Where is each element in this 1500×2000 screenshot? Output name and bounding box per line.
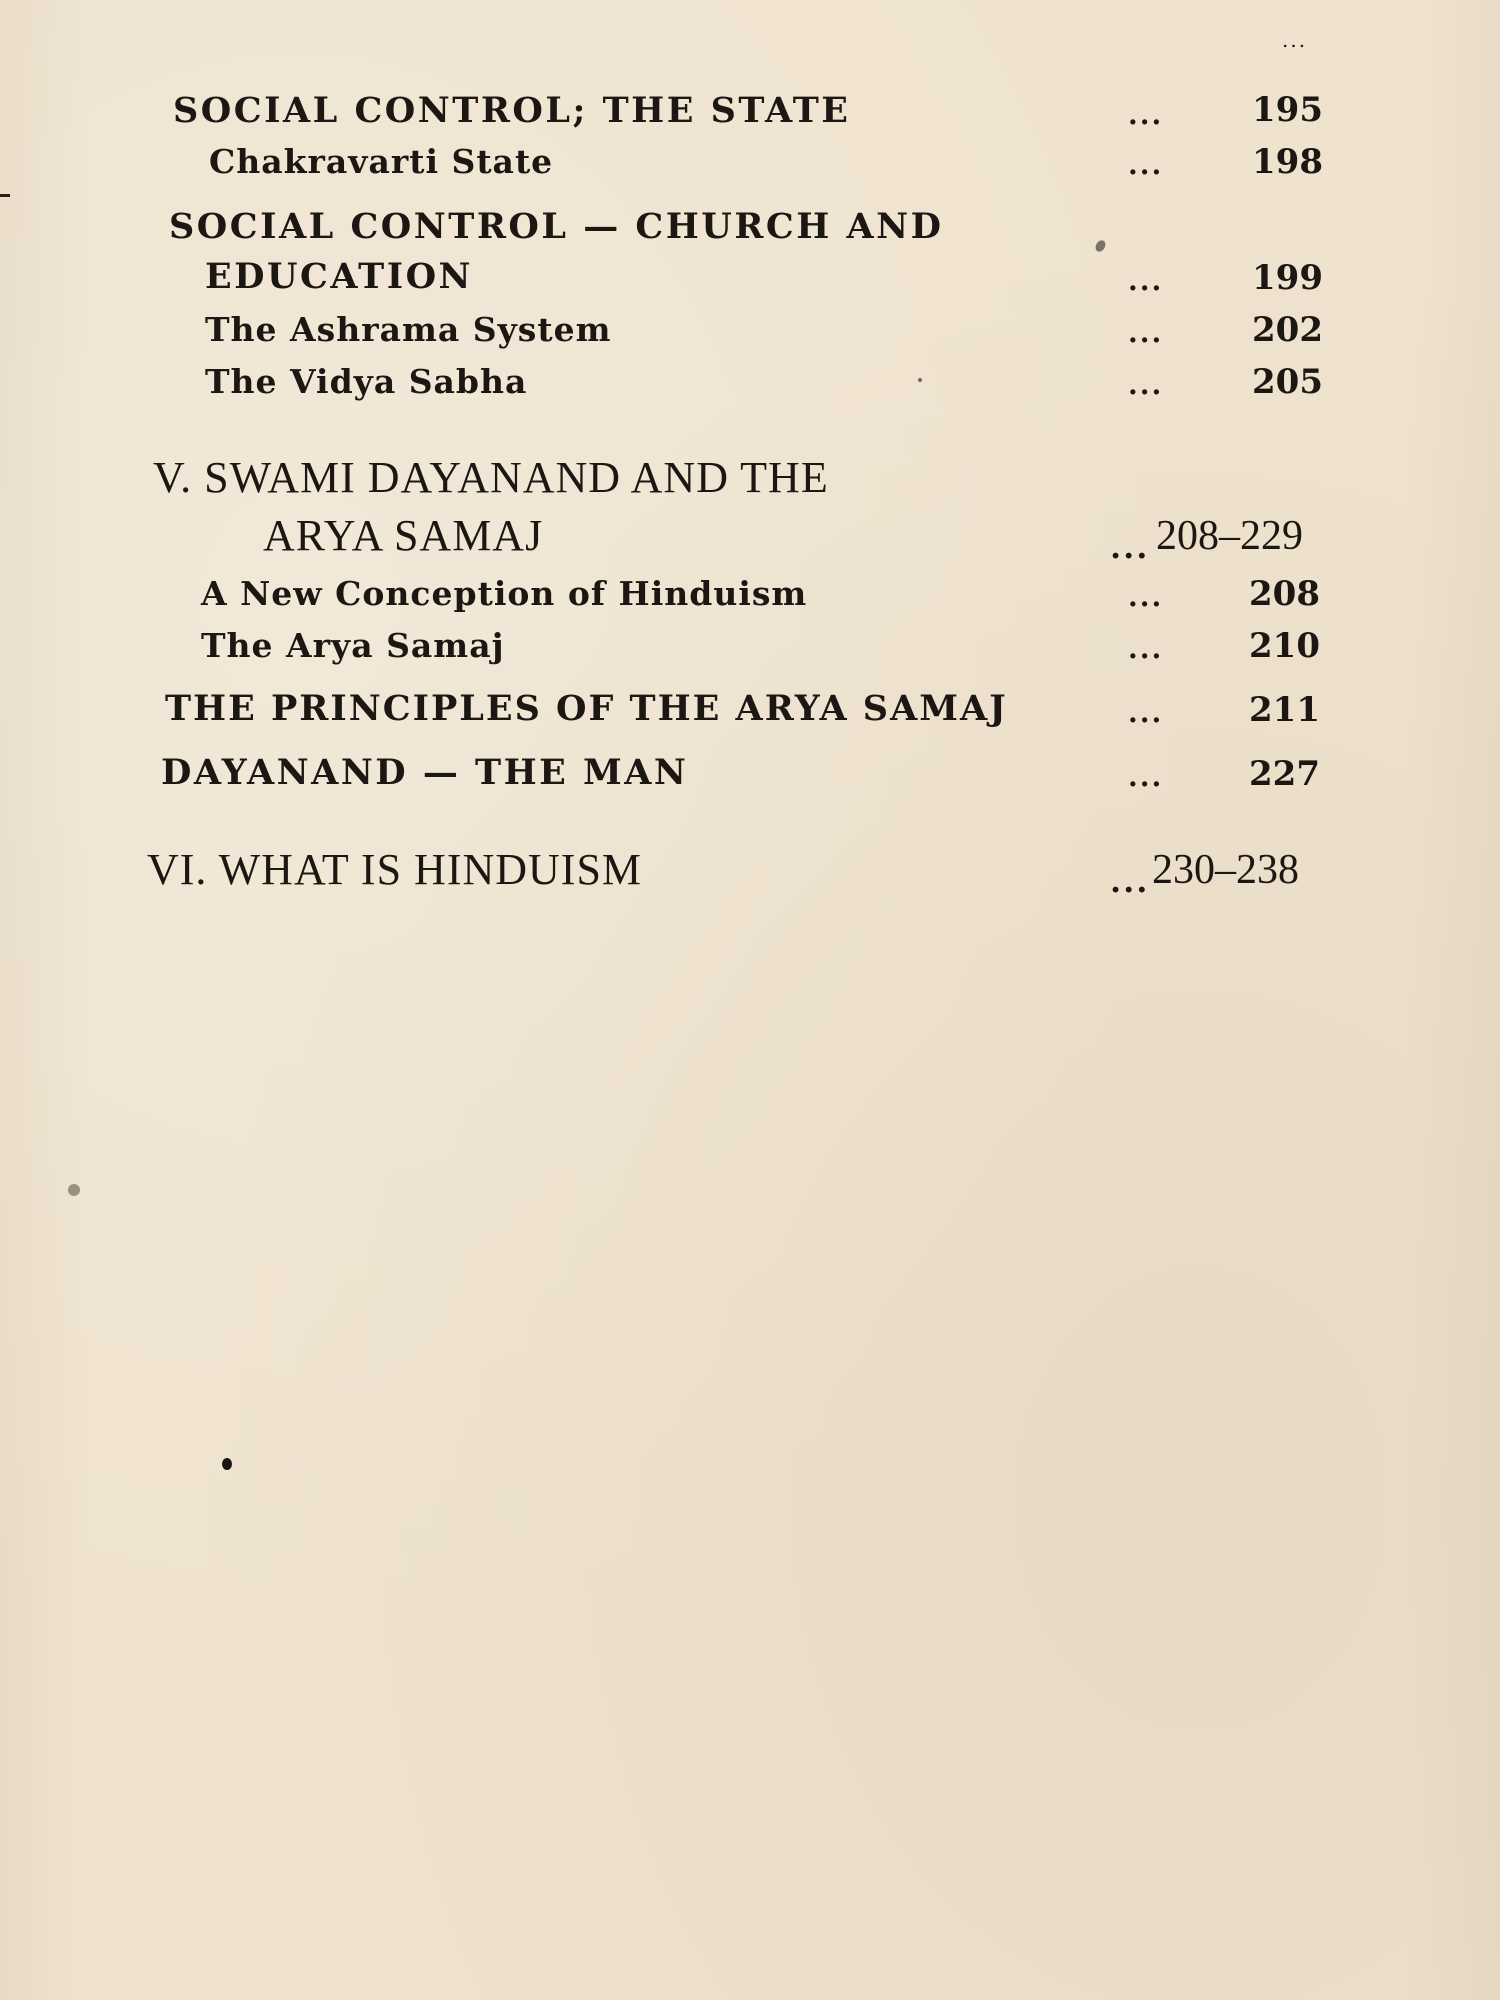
toc-leader: ... [1128,696,1164,729]
toc-leader: ... [1128,368,1164,401]
ink-speck [222,1458,232,1470]
toc-page-range: 230–238 [1152,847,1299,893]
toc-entry-title: DAYANAND — THE MAN [161,752,689,793]
toc-page-number: 195 [1252,90,1323,130]
toc-leader: ... [1128,98,1164,131]
toc-leader: ... [1128,632,1164,665]
ink-speck [68,1184,80,1196]
toc-leader: ... [1128,760,1164,793]
ink-speck [1094,239,1108,254]
chapter-heading: ARYA SAMAJ [263,511,544,560]
toc-entry-title: The Vidya Sabha [205,362,528,401]
chapter-heading: V. SWAMI DAYANAND AND THE [153,453,829,502]
toc-entry-title: THE PRINCIPLES OF THE ARYA SAMAJ [165,688,1008,729]
ink-speck [918,378,922,382]
toc-entry-title: EDUCATION [205,256,474,297]
toc-entry-title: SOCIAL CONTROL — CHURCH AND [169,206,944,247]
toc-page-number: 205 [1252,362,1323,402]
toc-leader: ... [1110,528,1150,566]
toc-page-number: 199 [1252,258,1323,298]
toc-leader: ... [1110,862,1150,900]
toc-leader: ... [1128,264,1164,297]
edge-mark [0,194,10,197]
toc-page-number: 227 [1249,754,1320,794]
chapter-heading: VI. WHAT IS HINDUISM [147,845,643,894]
toc-leader: ... [1128,580,1164,613]
toc-page-range: 208–229 [1156,513,1303,559]
header-dots: ... [1282,28,1308,52]
toc-page-number: 211 [1249,690,1320,730]
toc-leader: ... [1128,148,1164,181]
toc-entry-title: SOCIAL CONTROL; THE STATE [173,90,851,131]
toc-entry-title: The Ashrama System [205,310,612,349]
toc-entry-title: The Arya Samaj [201,626,505,665]
toc-page-number: 208 [1249,574,1320,614]
toc-entry-title: Chakravarti State [209,142,554,181]
toc-page-number: 198 [1252,142,1323,182]
toc-entry-title: A New Conception of Hinduism [201,574,808,613]
toc-page-number: 210 [1249,626,1320,666]
toc-page-number: 202 [1252,310,1323,350]
toc-leader: ... [1128,316,1164,349]
